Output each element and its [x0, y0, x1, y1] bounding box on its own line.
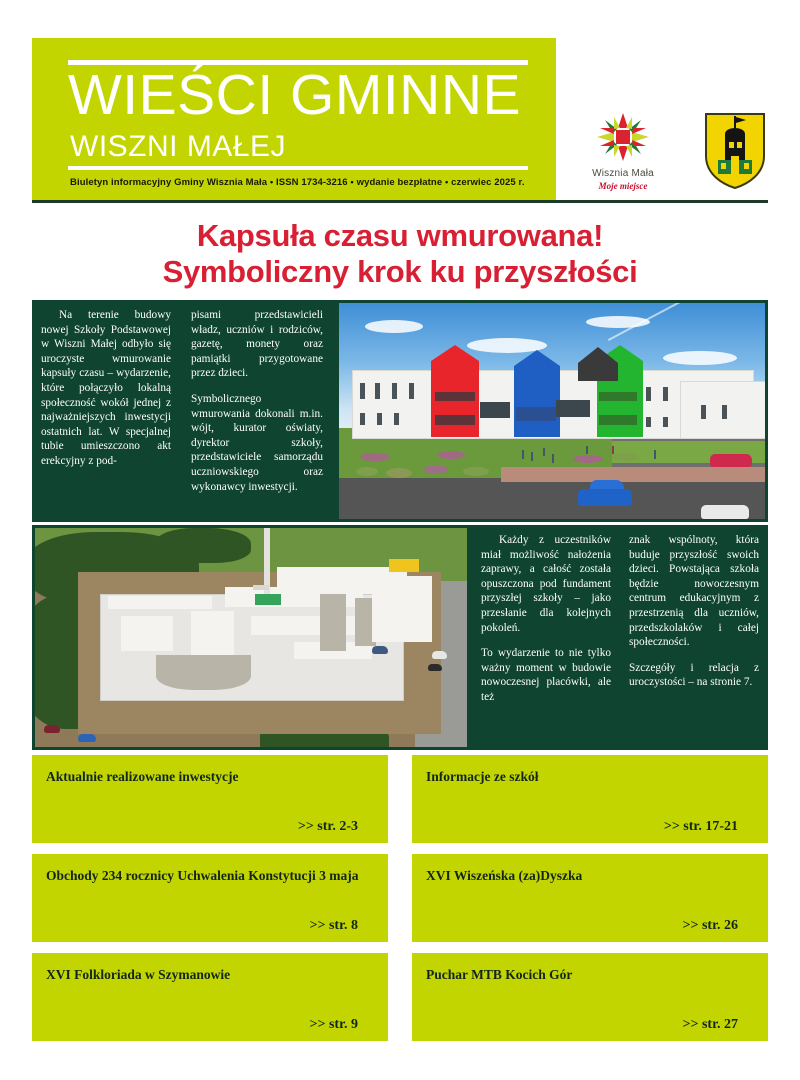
contents-entry-page[interactable]: >> str. 9 — [309, 1017, 358, 1032]
contents-entry-title: Puchar MTB Kocich Gór — [426, 967, 573, 982]
blue-gable — [514, 366, 560, 437]
article-column-1 — [32, 300, 180, 522]
publication-strapline: Biuletyn informacyjny Gminy Wisznia Mała • ISSN 1734-3216 • wydanie bezpłatne • czerwiec 2025 r. — [70, 177, 525, 188]
shrub — [356, 467, 378, 476]
masthead — [32, 38, 768, 200]
article-paragraph: Na terenie budowy nowej Szkoły Podstawowej w Wiszni Małej odbyło się uroczyste wmurowanie kapsuły czasu – wydarzenie, które połączyło lokalną społeczność wokół jednej z najważniejszych inwestycji ostatnich lat. W specjalnej tubie umieszczono akt erekcyjny z pod- — [41, 309, 171, 467]
contents-entry-title: XVI Folkloriada w Szymanowie — [46, 967, 231, 982]
window — [394, 413, 399, 425]
masthead-divider — [32, 200, 768, 203]
flowerbed — [437, 451, 465, 459]
contents-entry[interactable] — [32, 854, 388, 942]
pedestrian — [586, 446, 588, 454]
car-white — [701, 505, 749, 519]
dotted-divider — [32, 1043, 388, 1049]
contents-entry-title: Obchody 234 rocznicy Uchwalenia Konstytucji 3 maja — [46, 868, 359, 883]
window — [377, 413, 382, 425]
contents-entry[interactable] — [412, 755, 768, 843]
window — [409, 383, 414, 399]
article-bottom-row — [32, 525, 768, 750]
dotted-divider — [412, 944, 768, 950]
shrub — [386, 468, 412, 478]
window — [646, 417, 651, 427]
column-row — [320, 594, 346, 651]
window — [435, 392, 475, 401]
concrete-wall — [191, 611, 234, 659]
window — [392, 383, 397, 399]
cloud — [663, 351, 737, 365]
municipality-logo — [568, 110, 678, 212]
pedestrian — [552, 454, 554, 463]
school-render-photo — [336, 300, 768, 522]
article-column-4 — [620, 525, 768, 750]
site-tarp — [255, 594, 281, 605]
star-flower-icon — [592, 110, 654, 166]
contents-entry-page[interactable]: >> str. 27 — [682, 1017, 738, 1032]
concrete-wall — [121, 616, 173, 651]
shrub — [463, 467, 489, 476]
publication-title: WIEŚCI GMINNE — [68, 63, 522, 127]
window — [701, 405, 706, 419]
window — [646, 387, 651, 401]
article-paragraph: To wydarzenie to nie tylko ważny moment w budowie nowoczesnej placówki, ale też — [481, 647, 611, 703]
window — [556, 400, 590, 417]
contents-entry-page[interactable]: >> str. 26 — [682, 918, 738, 933]
logo-tagline-text: Moje miejsce — [598, 181, 648, 191]
headline-line-1: Kapsuła czasu wmurowana! — [196, 218, 604, 253]
pedestrian — [543, 448, 545, 456]
concrete-wall — [251, 616, 363, 636]
window — [480, 402, 510, 418]
window — [722, 405, 727, 419]
paved-plaza — [501, 467, 765, 482]
dotted-divider — [412, 845, 768, 851]
article-paragraph: Szczegóły i relacja z uroczystości – na stronie 7. — [629, 661, 759, 689]
contents-index — [32, 755, 768, 1041]
article-paragraph: pisami przedstawicieli władz, uczniów i rodziców, gazetę, monety oraz pamiątki przygotowane przez dzieci. — [191, 309, 323, 380]
article-paragraph: znak wspólnoty, która buduje przyszłość swoich dzieci. Powstająca szkoła będzie nowoczesnym centrum edukacyjnym z przestrzenią dla uczniów, przedszkolaków i całej społeczności. — [629, 534, 759, 649]
page-headline — [40, 218, 760, 290]
crane-mast — [264, 528, 270, 594]
article-column-2 — [182, 300, 332, 522]
curved-wall — [156, 655, 251, 690]
window — [663, 387, 668, 401]
logo-name-text: Wisznia Mała — [592, 168, 654, 179]
window — [599, 392, 637, 401]
contents-entry-page[interactable]: >> str. 17-21 — [663, 819, 738, 834]
window — [663, 417, 668, 427]
contents-entry[interactable] — [412, 953, 768, 1041]
shrub — [612, 453, 638, 461]
concrete-wall — [372, 576, 432, 642]
entrance-glazing — [516, 407, 556, 421]
crane-base — [253, 585, 269, 590]
masthead-rule-bottom — [68, 166, 528, 170]
flowerbed — [424, 465, 448, 474]
contents-entry-title: Aktualnie realizowane inwestycje — [46, 769, 239, 784]
car-parked — [44, 725, 60, 733]
article-top-row — [32, 300, 768, 522]
pedestrian — [612, 446, 614, 454]
window — [360, 383, 365, 399]
car-parked — [432, 651, 447, 659]
contents-entry-page[interactable]: >> str. 2-3 — [297, 819, 358, 834]
contents-entry[interactable] — [32, 755, 388, 843]
contents-entry-page[interactable]: >> str. 8 — [309, 918, 358, 933]
contents-entry[interactable] — [412, 854, 768, 942]
window — [599, 415, 637, 425]
treeline — [156, 528, 251, 563]
car-blue-roof — [590, 480, 624, 489]
car-red — [710, 454, 752, 467]
window — [375, 383, 380, 399]
contents-entry-title: Informacje ze szkół — [426, 769, 539, 784]
car-parked — [372, 646, 388, 654]
site-container — [389, 559, 419, 572]
car-parked — [428, 664, 442, 671]
flowerbed — [573, 455, 603, 463]
dotted-divider — [32, 944, 388, 950]
contents-entry-title: XVI Wiszeńska (za)Dyszka — [426, 868, 583, 883]
publication-subtitle: WISZNI MAŁEJ — [70, 130, 287, 163]
field — [277, 528, 467, 559]
dotted-divider — [412, 1043, 768, 1049]
headline-line-2: Symboliczny krok ku przyszłości — [162, 254, 638, 289]
pedestrian — [531, 452, 533, 461]
dark-gable-edge — [578, 363, 618, 380]
construction-aerial-photo — [32, 525, 470, 750]
car-parked — [78, 734, 96, 742]
article-paragraph: Każdy z uczestników miał możliwość nałożenia zaprawy, a całość została opuszczona pod fundament przyszłej szkoły – jako przesłanie dla kolejnych pokoleń. — [481, 534, 611, 634]
article-paragraph: Symbolicznego wmurowania dokonali m.in. wójt, kurator oświaty, dyrektor szkoły, przedstawiciele samorządu uczniowskiego oraz wykonawcy inwestycji. — [191, 392, 323, 493]
contents-column-left — [32, 755, 388, 1041]
coat-of-arms-icon — [704, 112, 766, 190]
window — [360, 413, 365, 425]
pedestrian — [654, 450, 656, 459]
window — [435, 415, 475, 425]
dotted-divider — [32, 845, 388, 851]
contents-column-right — [412, 755, 768, 1041]
flowerbed — [360, 453, 390, 461]
concrete-wall — [108, 596, 212, 609]
car-blue — [578, 489, 632, 506]
contents-entry[interactable] — [32, 953, 388, 1041]
pedestrian — [522, 450, 524, 459]
article-column-3 — [472, 525, 620, 750]
